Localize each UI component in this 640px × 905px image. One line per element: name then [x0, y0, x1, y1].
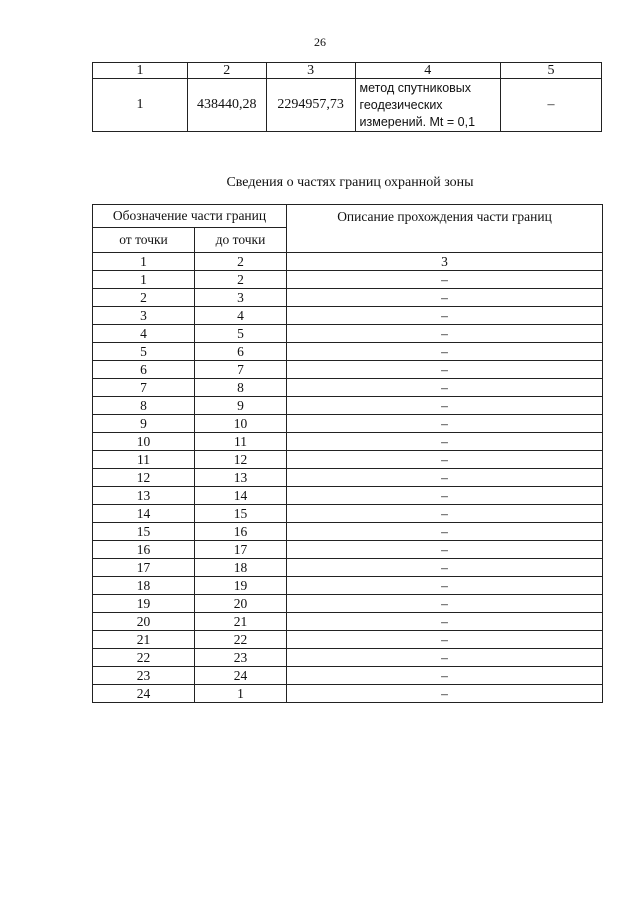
part-description: –: [287, 289, 603, 307]
from-point: 22: [93, 649, 195, 667]
table-row: [93, 433, 603, 451]
table-row: [93, 685, 603, 703]
coord-header-cell: 1: [93, 63, 188, 79]
coord-row: [93, 79, 602, 132]
table-row: [93, 667, 603, 685]
part-description: –: [287, 271, 603, 289]
table-row: [93, 451, 603, 469]
table-row: [93, 325, 603, 343]
table-row: [93, 577, 603, 595]
part-description: –: [287, 667, 603, 685]
table-row: [93, 505, 603, 523]
from-point: 23: [93, 667, 195, 685]
table-row: [93, 415, 603, 433]
from-point: 19: [93, 595, 195, 613]
from-point: 18: [93, 577, 195, 595]
parts-index-row: [93, 253, 603, 271]
to-point: 21: [195, 613, 287, 631]
table-row: [93, 379, 603, 397]
coordinates-table: [92, 62, 602, 132]
from-point: 17: [93, 559, 195, 577]
from-point: 10: [93, 433, 195, 451]
parts-header-row: [93, 205, 603, 228]
to-point: 1: [195, 685, 287, 703]
to-point: 16: [195, 523, 287, 541]
table-row: [93, 307, 603, 325]
to-point: 4: [195, 307, 287, 325]
to-point: 23: [195, 649, 287, 667]
from-point: 16: [93, 541, 195, 559]
note-cell: –: [500, 79, 601, 132]
part-description: –: [287, 307, 603, 325]
coord-header-cell: 4: [355, 63, 500, 79]
from-point: 15: [93, 523, 195, 541]
from-point: 24: [93, 685, 195, 703]
from-point: 12: [93, 469, 195, 487]
table-row: [93, 541, 603, 559]
from-point: 1: [93, 271, 195, 289]
part-description: –: [287, 595, 603, 613]
part-description: –: [287, 631, 603, 649]
to-point: 14: [195, 487, 287, 505]
to-point: 15: [195, 505, 287, 523]
index-cell: 3: [287, 253, 603, 271]
table-row: [93, 595, 603, 613]
from-point: 13: [93, 487, 195, 505]
point-number: 1: [93, 79, 188, 132]
to-point: 7: [195, 361, 287, 379]
part-description: –: [287, 379, 603, 397]
header-from: от точки: [93, 228, 195, 253]
part-description: –: [287, 343, 603, 361]
part-description: –: [287, 613, 603, 631]
to-point: 17: [195, 541, 287, 559]
to-point: 2: [195, 271, 287, 289]
from-point: 6: [93, 361, 195, 379]
to-point: 9: [195, 397, 287, 415]
part-description: –: [287, 559, 603, 577]
table-row: [93, 361, 603, 379]
part-description: –: [287, 397, 603, 415]
part-description: –: [287, 649, 603, 667]
to-point: 12: [195, 451, 287, 469]
from-point: 14: [93, 505, 195, 523]
to-point: 22: [195, 631, 287, 649]
from-point: 9: [93, 415, 195, 433]
part-description: –: [287, 451, 603, 469]
part-description: –: [287, 685, 603, 703]
header-group: Обозначение части границ: [93, 205, 287, 228]
index-cell: 1: [93, 253, 195, 271]
from-point: 3: [93, 307, 195, 325]
from-point: 20: [93, 613, 195, 631]
from-point: 21: [93, 631, 195, 649]
from-point: 2: [93, 289, 195, 307]
table-row: [93, 397, 603, 415]
from-point: 7: [93, 379, 195, 397]
part-description: –: [287, 433, 603, 451]
method-line: измерений. Mt = 0,1: [359, 114, 476, 129]
boundary-parts-table: [92, 204, 603, 703]
coord-header-cell: 3: [266, 63, 355, 79]
coord-header-cell: 2: [187, 63, 266, 79]
table-row: [93, 523, 603, 541]
header-description: Описание прохождения части границ: [287, 205, 603, 253]
to-point: 5: [195, 325, 287, 343]
header-to: до точки: [195, 228, 287, 253]
from-point: 11: [93, 451, 195, 469]
from-point: 8: [93, 397, 195, 415]
coord-header-cell: 5: [500, 63, 601, 79]
section-title: Сведения о частях границ охранной зоны: [226, 175, 474, 190]
part-description: –: [287, 469, 603, 487]
method-line: геодезических: [359, 97, 443, 112]
to-point: 19: [195, 577, 287, 595]
to-point: 3: [195, 289, 287, 307]
part-description: –: [287, 523, 603, 541]
method-line: метод спутниковых: [359, 80, 472, 95]
coord-x: 438440,28: [187, 79, 266, 132]
to-point: 13: [195, 469, 287, 487]
table-row: [93, 469, 603, 487]
index-cell: 2: [195, 253, 287, 271]
part-description: –: [287, 325, 603, 343]
method-description: [355, 79, 500, 132]
coord-y: 2294957,73: [266, 79, 355, 132]
table-row: [93, 649, 603, 667]
to-point: 24: [195, 667, 287, 685]
to-point: 8: [195, 379, 287, 397]
table-row: [93, 613, 603, 631]
table-row: [93, 343, 603, 361]
to-point: 20: [195, 595, 287, 613]
page-number: 26: [314, 35, 326, 49]
part-description: –: [287, 577, 603, 595]
to-point: 10: [195, 415, 287, 433]
from-point: 4: [93, 325, 195, 343]
table-row: [93, 271, 603, 289]
part-description: –: [287, 541, 603, 559]
to-point: 18: [195, 559, 287, 577]
table-row: [93, 487, 603, 505]
part-description: –: [287, 361, 603, 379]
to-point: 6: [195, 343, 287, 361]
table-row: [93, 559, 603, 577]
to-point: 11: [195, 433, 287, 451]
part-description: –: [287, 505, 603, 523]
from-point: 5: [93, 343, 195, 361]
part-description: –: [287, 415, 603, 433]
part-description: –: [287, 487, 603, 505]
table-row: [93, 631, 603, 649]
coord-header-row: [93, 63, 602, 79]
table-row: [93, 289, 603, 307]
